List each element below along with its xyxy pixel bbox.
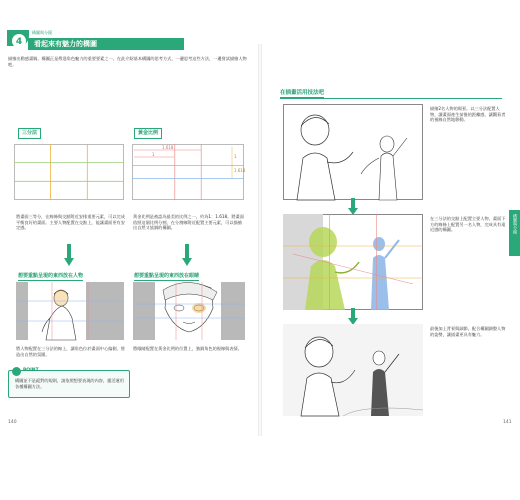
- page-number-right: 141: [503, 420, 512, 425]
- breadcrumb: 構圖與分鏡: [32, 30, 52, 35]
- left-example-caption: 將人物配置在三分法的線上，讓角色位於畫面中心偏側，營造出自然的氛圍。: [16, 346, 125, 357]
- down-arrow-icon: [182, 244, 192, 268]
- illustration-panel-1: [283, 104, 423, 200]
- tag-golden: 黃金比例: [134, 128, 162, 139]
- thirds-example-illustration: [16, 282, 124, 340]
- chapter-number: 4: [15, 37, 23, 47]
- book-gutter: [258, 44, 262, 436]
- ratio-label-2: 1: [152, 152, 155, 157]
- page-title: 看起來有魅力的構圖: [28, 38, 184, 50]
- subheading-person: 想要重點呈現的東西放在人物: [18, 273, 84, 279]
- section-heading: 在插畫活用技法吧: [280, 90, 325, 96]
- side-tab-label: 構圖與分鏡: [513, 214, 518, 234]
- ratio-label-4: 1.618: [234, 168, 246, 173]
- golden-body-text: 黃金比例是被認為最美的比例之一，約為1：1.618。將畫面依照這個比例分割，在分割線附近配置主要元素，可以描繪出自然又協調的構圖。: [133, 214, 244, 231]
- point-label: POINT: [23, 368, 39, 373]
- panel-3-description: 最後加上背景與細節。配合構圖調整人物的姿勢，讓插畫更具有魅力。: [430, 326, 506, 337]
- intro-text: 描繪出動感畫稿，構圖正是傳達角色魅力的重要要素之一。在此介紹基本構圖的思考方式，一邊思考這些方法，一邊嘗試描繪人物吧。: [8, 56, 247, 67]
- subheading-eyes: 想要重點呈現的東西放在眼睛: [134, 273, 200, 279]
- page-number-left: 140: [8, 420, 17, 425]
- illustration-panel-2: [283, 214, 423, 310]
- point-icon: [12, 367, 21, 376]
- chapter-number-badge: [8, 30, 30, 48]
- panel-2-description: 在三分法的交點上配置主要人物，畫面下方的線條上配置另一名人物，完成具有遠近感的構圖。: [430, 216, 506, 233]
- point-text: 構圖並不是絕對的規則，請依照想要表現的內容，靈活運用各種構圖方法。: [15, 378, 124, 389]
- thirds-grid-diagram: [14, 144, 124, 200]
- thirds-body-text: 將畫面三等分，在線條與交點附近安排重要元素，可以完成平衡良好的畫面。主要人物配置在交點上，能讓畫面更有安定感。: [16, 214, 125, 231]
- tag-thirds: 三分法: [18, 128, 41, 139]
- right-example-caption: 將眼睛配置在黃金比例的位置上，強調角色的視線與表情。: [133, 346, 242, 351]
- down-arrow-icon: [64, 244, 74, 268]
- golden-grid-diagram: [132, 144, 244, 200]
- point-box: [8, 370, 130, 398]
- ratio-label-1: 1.618: [162, 145, 174, 150]
- ratio-label-3: 1: [234, 154, 237, 159]
- illustration-panel-3: [283, 324, 423, 416]
- section-rule: [280, 98, 502, 99]
- golden-example-illustration: [133, 282, 245, 340]
- panel-1-description: 描繪2名人物的場景。以三分法配置人物，讓畫面產生前後的距離感，讓觀看者的視線自然地移動。: [430, 106, 506, 123]
